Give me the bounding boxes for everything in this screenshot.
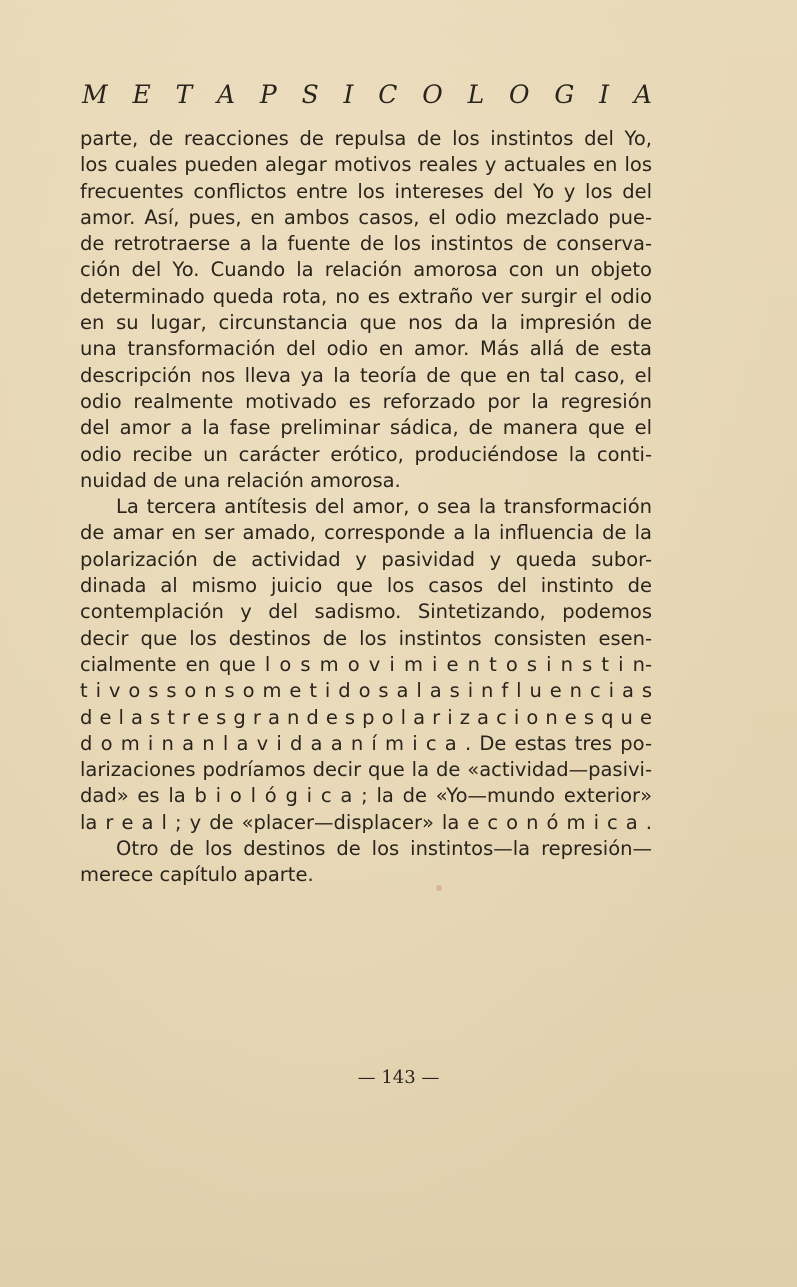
text-line: amor. Así, pues, en ambos casos, el odio mezclado pue- [80, 205, 652, 229]
text-line: la r e a l ; y de «placer—displacer» la e c o n ó m i c a . [80, 810, 652, 834]
text-line: merece capítulo aparte. [80, 863, 314, 887]
text-line: nuidad de una relación amorosa. [80, 468, 401, 492]
text-line: t i v o s s o n s o m e t i d o s a l a s i n f l u e n c i a s [80, 679, 652, 703]
text-line: dad» es la b i o l ó g i c a ; la de «Yo—mundo exterior» [80, 784, 652, 808]
text-line: parte, de reacciones de repulsa de los instintos del Yo, [80, 127, 652, 150]
running-head-letter: T [175, 80, 193, 109]
body-text [80, 126, 652, 889]
running-head-letter: E [132, 80, 151, 109]
text-line: d e l a s t r e s g r a n d e s p o l a r i z a c i o n e s q u e [80, 705, 652, 729]
text-line: frecuentes conflictos entre los intereses del Yo y los del [80, 179, 652, 203]
text-line: ción del Yo. Cuando la relación amorosa con un objeto [80, 258, 652, 282]
text-line: en su lugar, circunstancia que nos da la impresión de [80, 311, 652, 335]
text-line: de amar en ser amado, corresponde a la influencia de la [80, 521, 652, 545]
running-head-letter: L [467, 80, 485, 109]
running-head-letter: P [259, 80, 277, 109]
paper-stain [436, 885, 442, 891]
text-line: los cuales pueden alegar motivos reales y actuales en los [80, 153, 652, 177]
running-head-letter: C [378, 80, 398, 109]
text-line: decir que los destinos de los instintos consisten esen- [80, 626, 652, 650]
text-line: contemplación y del sadismo. Sintetizando, podemos [80, 600, 652, 624]
running-head-letter: M [82, 80, 108, 109]
text-line: cialmente en que l o s m o v i m i e n t o s i n s t i n- [80, 652, 652, 676]
text-line: una transformación del odio en amor. Más allá de esta [80, 337, 652, 361]
running-head-letter: I [343, 80, 354, 109]
running-head-letter: O [422, 80, 443, 109]
text-line: polarización de actividad y pasividad y queda subor- [80, 547, 652, 571]
text-line: del amor a la fase preliminar sádica, de manera que el [80, 416, 652, 440]
running-head-letter: O [509, 80, 530, 109]
running-head-letter: S [301, 80, 319, 109]
running-head-letter: G [554, 80, 575, 109]
text-line: odio realmente motivado es reforzado por la regresión [80, 389, 652, 413]
text-line: descripción nos lleva ya la teoría de que en tal caso, el [80, 363, 652, 387]
text-line: odio recibe un carácter erótico, produciéndose la conti- [80, 442, 652, 466]
running-head-letter: A [633, 80, 652, 109]
text-line: La tercera antítesis del amor, o sea la transformación [116, 495, 652, 519]
text-line: dinada al mismo juicio que los casos del instinto de [80, 574, 652, 598]
running-head-letter: I [599, 80, 610, 109]
text-line: larizaciones podríamos decir que la de «actividad—pasivi- [80, 758, 652, 782]
text-line: d o m i n a n l a v i d a a n í m i c a . De estas tres po- [80, 731, 652, 755]
text-line: de retrotraerse a la fuente de los instintos de conserva- [80, 232, 652, 256]
text-line: determinado queda rota, no es extraño ver surgir el odio [80, 284, 652, 308]
text-line: Otro de los destinos de los instintos—la represión— [116, 837, 652, 861]
page-number: — 143 — [357, 1067, 440, 1088]
running-head [82, 80, 652, 109]
running-head-letter: A [217, 80, 236, 109]
